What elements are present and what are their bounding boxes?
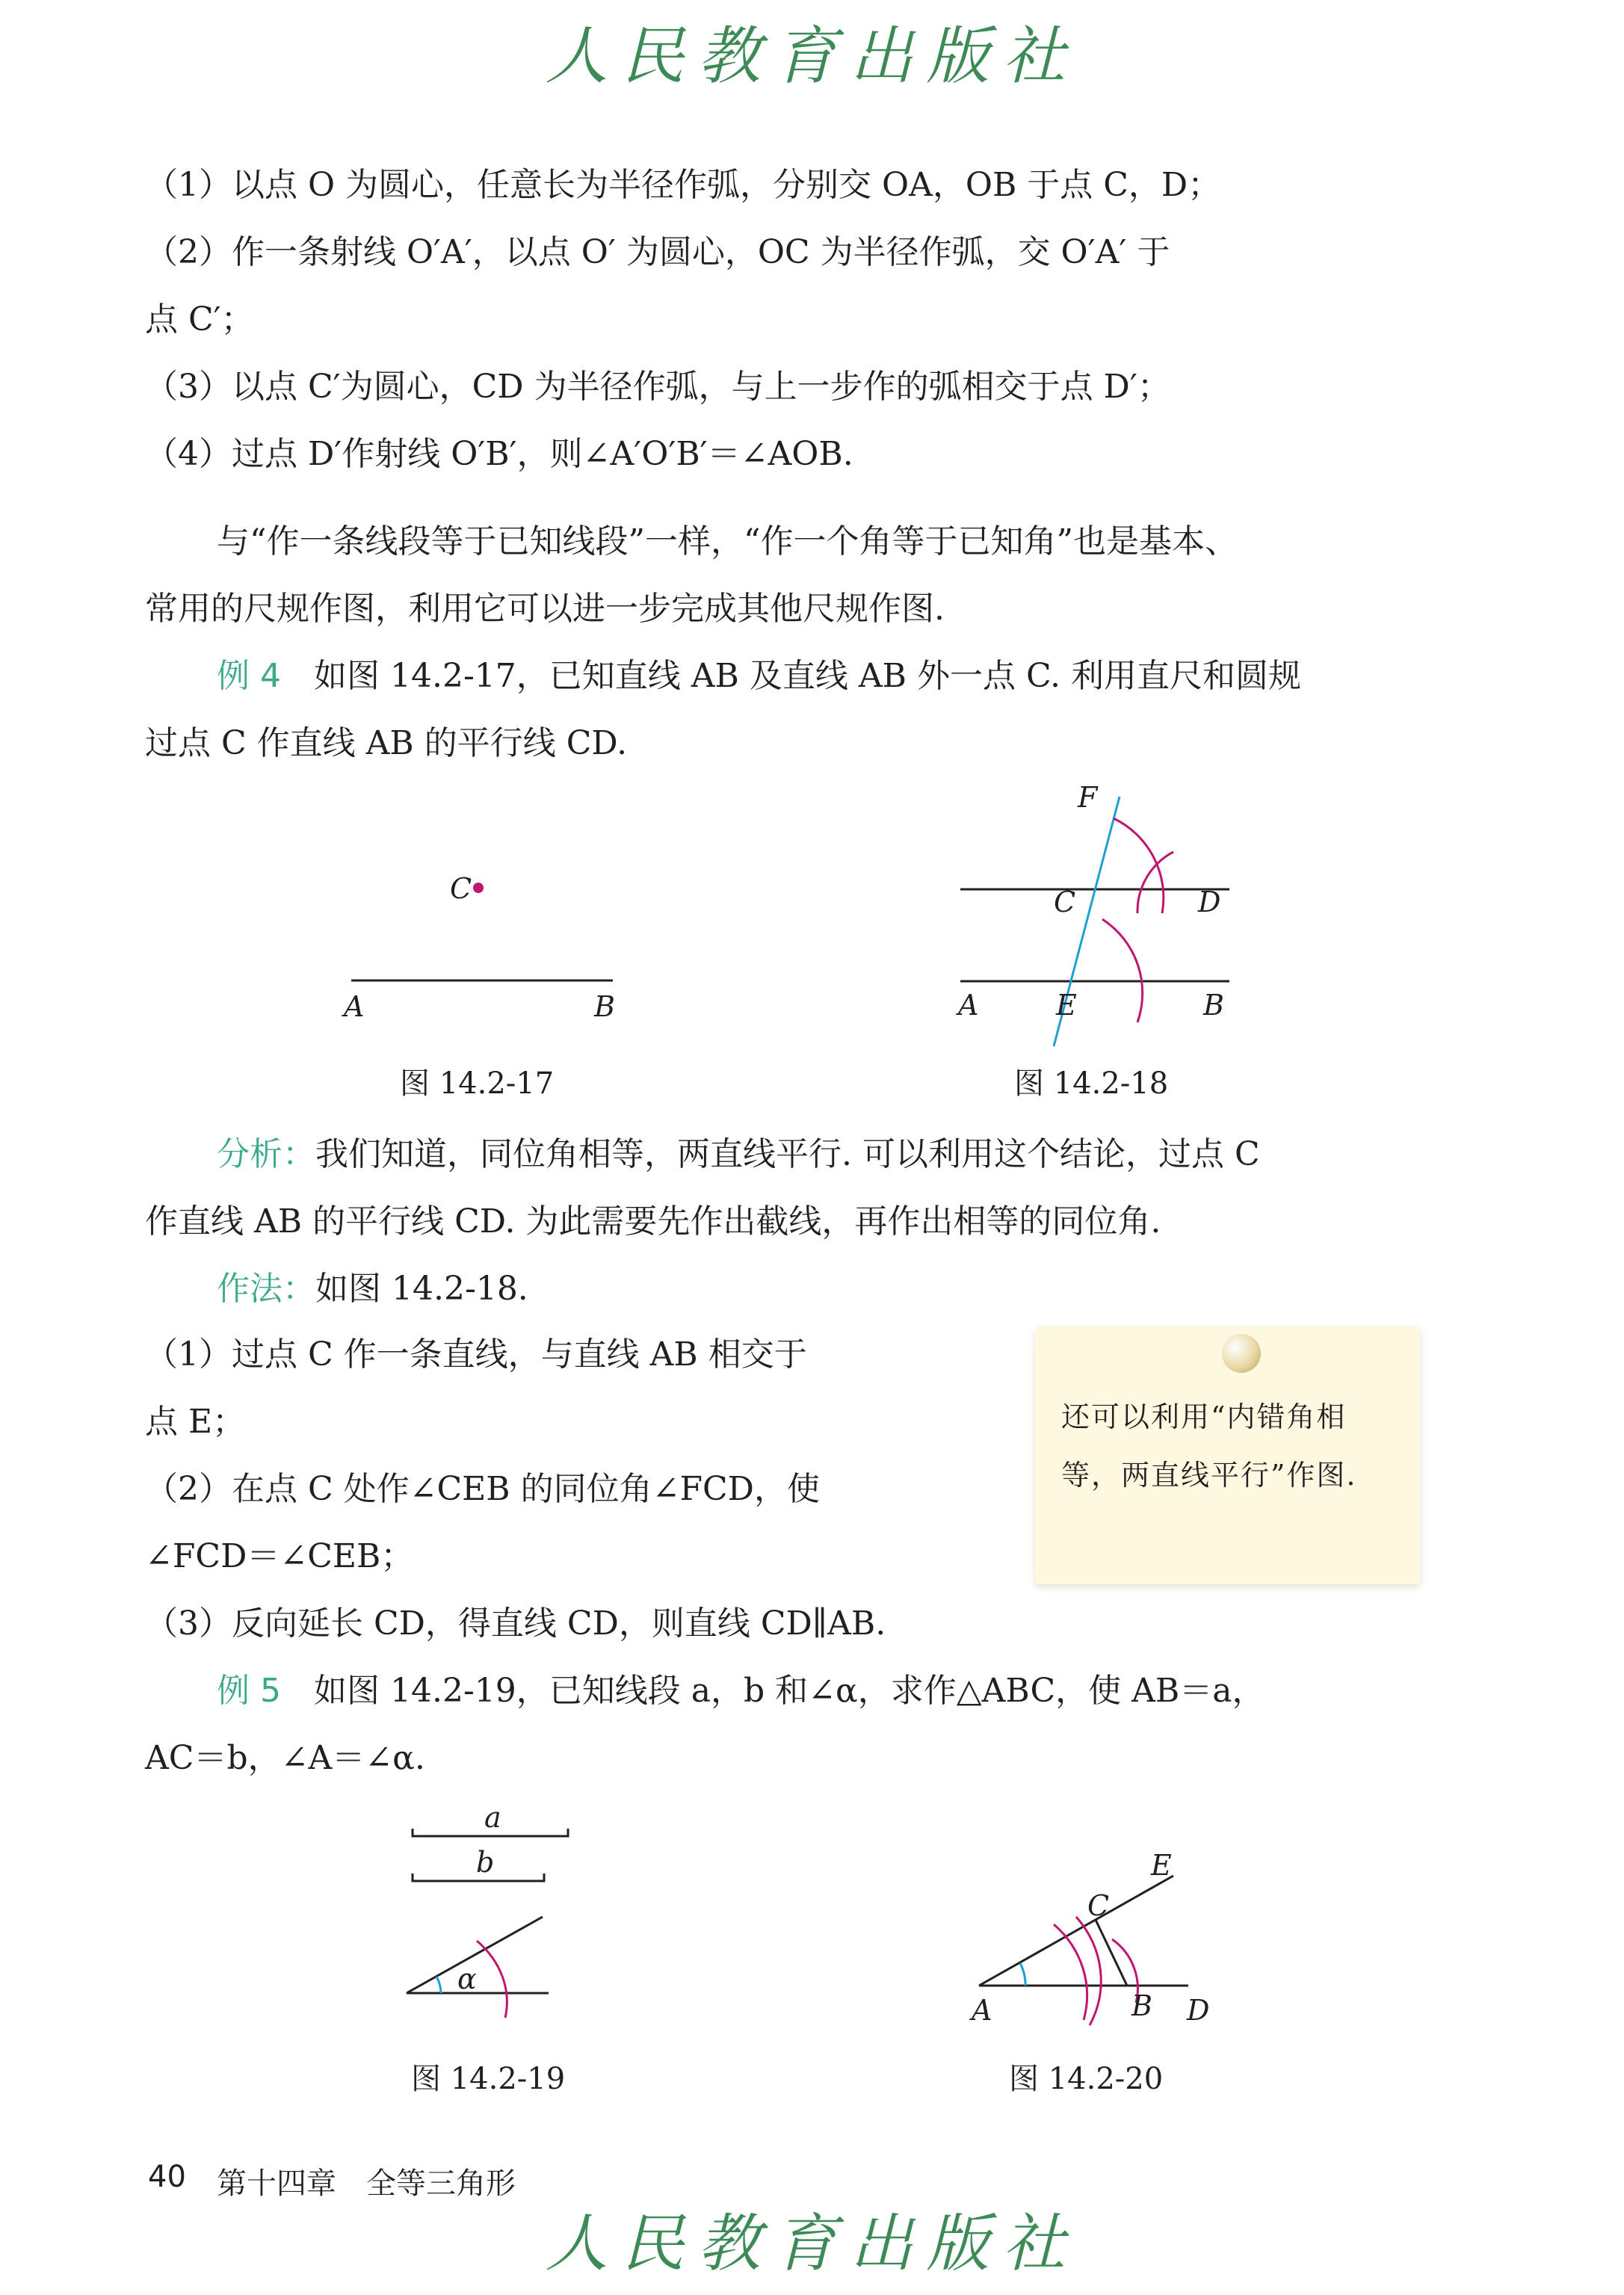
analysis-label: 分析： bbox=[217, 1135, 315, 1173]
fig20-label-b: B bbox=[1131, 1989, 1152, 2022]
publisher-logo-text: 人民教育出版社 bbox=[545, 19, 1079, 93]
fig18-label-f: F bbox=[1078, 781, 1098, 814]
fig20-label-d: D bbox=[1187, 1994, 1210, 2027]
analysis-text: 我们知道，同位角相等，两直线平行. 可以利用这个结论，过点 C bbox=[315, 1135, 1260, 1173]
arc-radius-b bbox=[1054, 1924, 1087, 2020]
fig18-label-d: D bbox=[1198, 886, 1221, 918]
step-top-2-cont: 点 C′； bbox=[145, 300, 254, 339]
publisher-logo-top bbox=[0, 6, 1624, 96]
fig20-label-c: C bbox=[1087, 1889, 1110, 1922]
step-top-2: （2）作一条射线 O′A′，以点 O′ 为圆心，OC 为半径作弧，交 O′A′ 于 bbox=[145, 233, 1170, 271]
method-step-2-cont: ∠FCD＝∠CEB； bbox=[145, 1537, 414, 1575]
fig19-label-a: a bbox=[484, 1801, 501, 1834]
paragraph-line-1: 与“作一条线段等于已知线段”一样，“作一个角等于已知角”也是基本、 bbox=[217, 522, 1238, 560]
fig19-label-alpha: α bbox=[457, 1962, 477, 1995]
paragraph-line-2: 常用的尺规作图，利用它可以进一步完成其他尺规作图. bbox=[145, 590, 945, 628]
fig20-label-a: A bbox=[972, 1994, 992, 2027]
step-top-1: （1）以点 O 为圆心，任意长为半径作弧，分别交 OA，OB 于点 C，D； bbox=[145, 166, 1221, 204]
analysis-line-1 bbox=[217, 1132, 1260, 1177]
figure-14-2-17 bbox=[329, 837, 643, 1031]
step-top-4: （4）过点 D′作射线 O′B′，则∠A′O′B′＝∠AOB. bbox=[145, 435, 853, 473]
fig17-label-b: B bbox=[594, 990, 615, 1023]
example5-line-2: AC＝b，∠A＝∠α. bbox=[145, 1739, 425, 1777]
fig19-label-b: b bbox=[476, 1846, 495, 1879]
example4-text: 如图 14.2-17，已知直线 AB 及直线 AB 外一点 C. 利用直尺和圆规 bbox=[313, 657, 1302, 695]
publisher-logo-text: 人民教育出版社 bbox=[545, 2207, 1079, 2280]
step-top-3: （3）以点 C′为圆心，CD 为半径作弧，与上一步作的弧相交于点 D′； bbox=[145, 368, 1170, 406]
angle-mark-a bbox=[1020, 1963, 1025, 1986]
side-note-text: 还可以利用“内错角相等，两直线平行”作图. bbox=[1061, 1400, 1357, 1492]
side-note bbox=[1035, 1326, 1420, 1584]
method-label: 作法： bbox=[217, 1270, 315, 1308]
fig20-label-e: E bbox=[1151, 1850, 1172, 1882]
method-step-2: （2）在点 C 处作∠CEB 的同位角∠FCD，使 bbox=[145, 1470, 820, 1508]
page-number: 40 bbox=[148, 2160, 186, 2194]
fig18-caption: 图 14.2-18 bbox=[1014, 1066, 1169, 1101]
fig18-label-c: C bbox=[1054, 886, 1076, 918]
figure-14-2-18 bbox=[942, 777, 1256, 1061]
angle-mark-alpha bbox=[436, 1977, 441, 1993]
arc-radius-a bbox=[1076, 1917, 1101, 2025]
example5-line-1 bbox=[217, 1669, 1265, 1714]
fig18-label-e: E bbox=[1056, 989, 1077, 1022]
example4-label: 例 4 bbox=[217, 657, 281, 695]
fig20-caption: 图 14.2-20 bbox=[1009, 2062, 1164, 2096]
example4-line-2: 过点 C 作直线 AB 的平行线 CD. bbox=[145, 724, 628, 762]
method-step-1-cont: 点 E； bbox=[145, 1403, 246, 1441]
arc-at-e bbox=[1102, 919, 1143, 1022]
example4-line-1 bbox=[217, 654, 1301, 699]
method-text: 如图 14.2-18. bbox=[315, 1270, 528, 1308]
publisher-logo-bottom bbox=[0, 2193, 1624, 2284]
ray-ae bbox=[979, 1876, 1173, 1986]
method-step-3: （3）反向延长 CD，得直线 CD，则直线 CD∥AB. bbox=[145, 1604, 886, 1643]
method-heading bbox=[217, 1267, 528, 1312]
example5-label: 例 5 bbox=[217, 1672, 281, 1710]
fig18-label-b: B bbox=[1203, 989, 1224, 1022]
figure-14-2-20 bbox=[949, 1850, 1248, 2033]
point-c-dot bbox=[473, 883, 484, 893]
analysis-line-2: 作直线 AB 的平行线 CD. 为此需要先作出截线，再作出相等的同位角. bbox=[145, 1202, 1161, 1241]
example5-text: 如图 14.2-19，已知线段 a，b 和∠α，求作△ABC，使 AB＝a， bbox=[313, 1672, 1265, 1710]
fig18-label-a: A bbox=[958, 989, 979, 1022]
method-step-1: （1）过点 C 作一条直线，与直线 AB 相交于 bbox=[145, 1335, 807, 1374]
pushpin-icon bbox=[1222, 1334, 1261, 1373]
figure-14-2-19 bbox=[389, 1797, 583, 2021]
fig17-label-a: A bbox=[344, 990, 365, 1023]
chapter-title: 第十四章 全等三角形 bbox=[217, 2166, 516, 2201]
fig19-caption: 图 14.2-19 bbox=[411, 2062, 566, 2096]
fig17-label-c: C bbox=[450, 872, 472, 905]
fig17-caption: 图 14.2-17 bbox=[400, 1066, 555, 1101]
